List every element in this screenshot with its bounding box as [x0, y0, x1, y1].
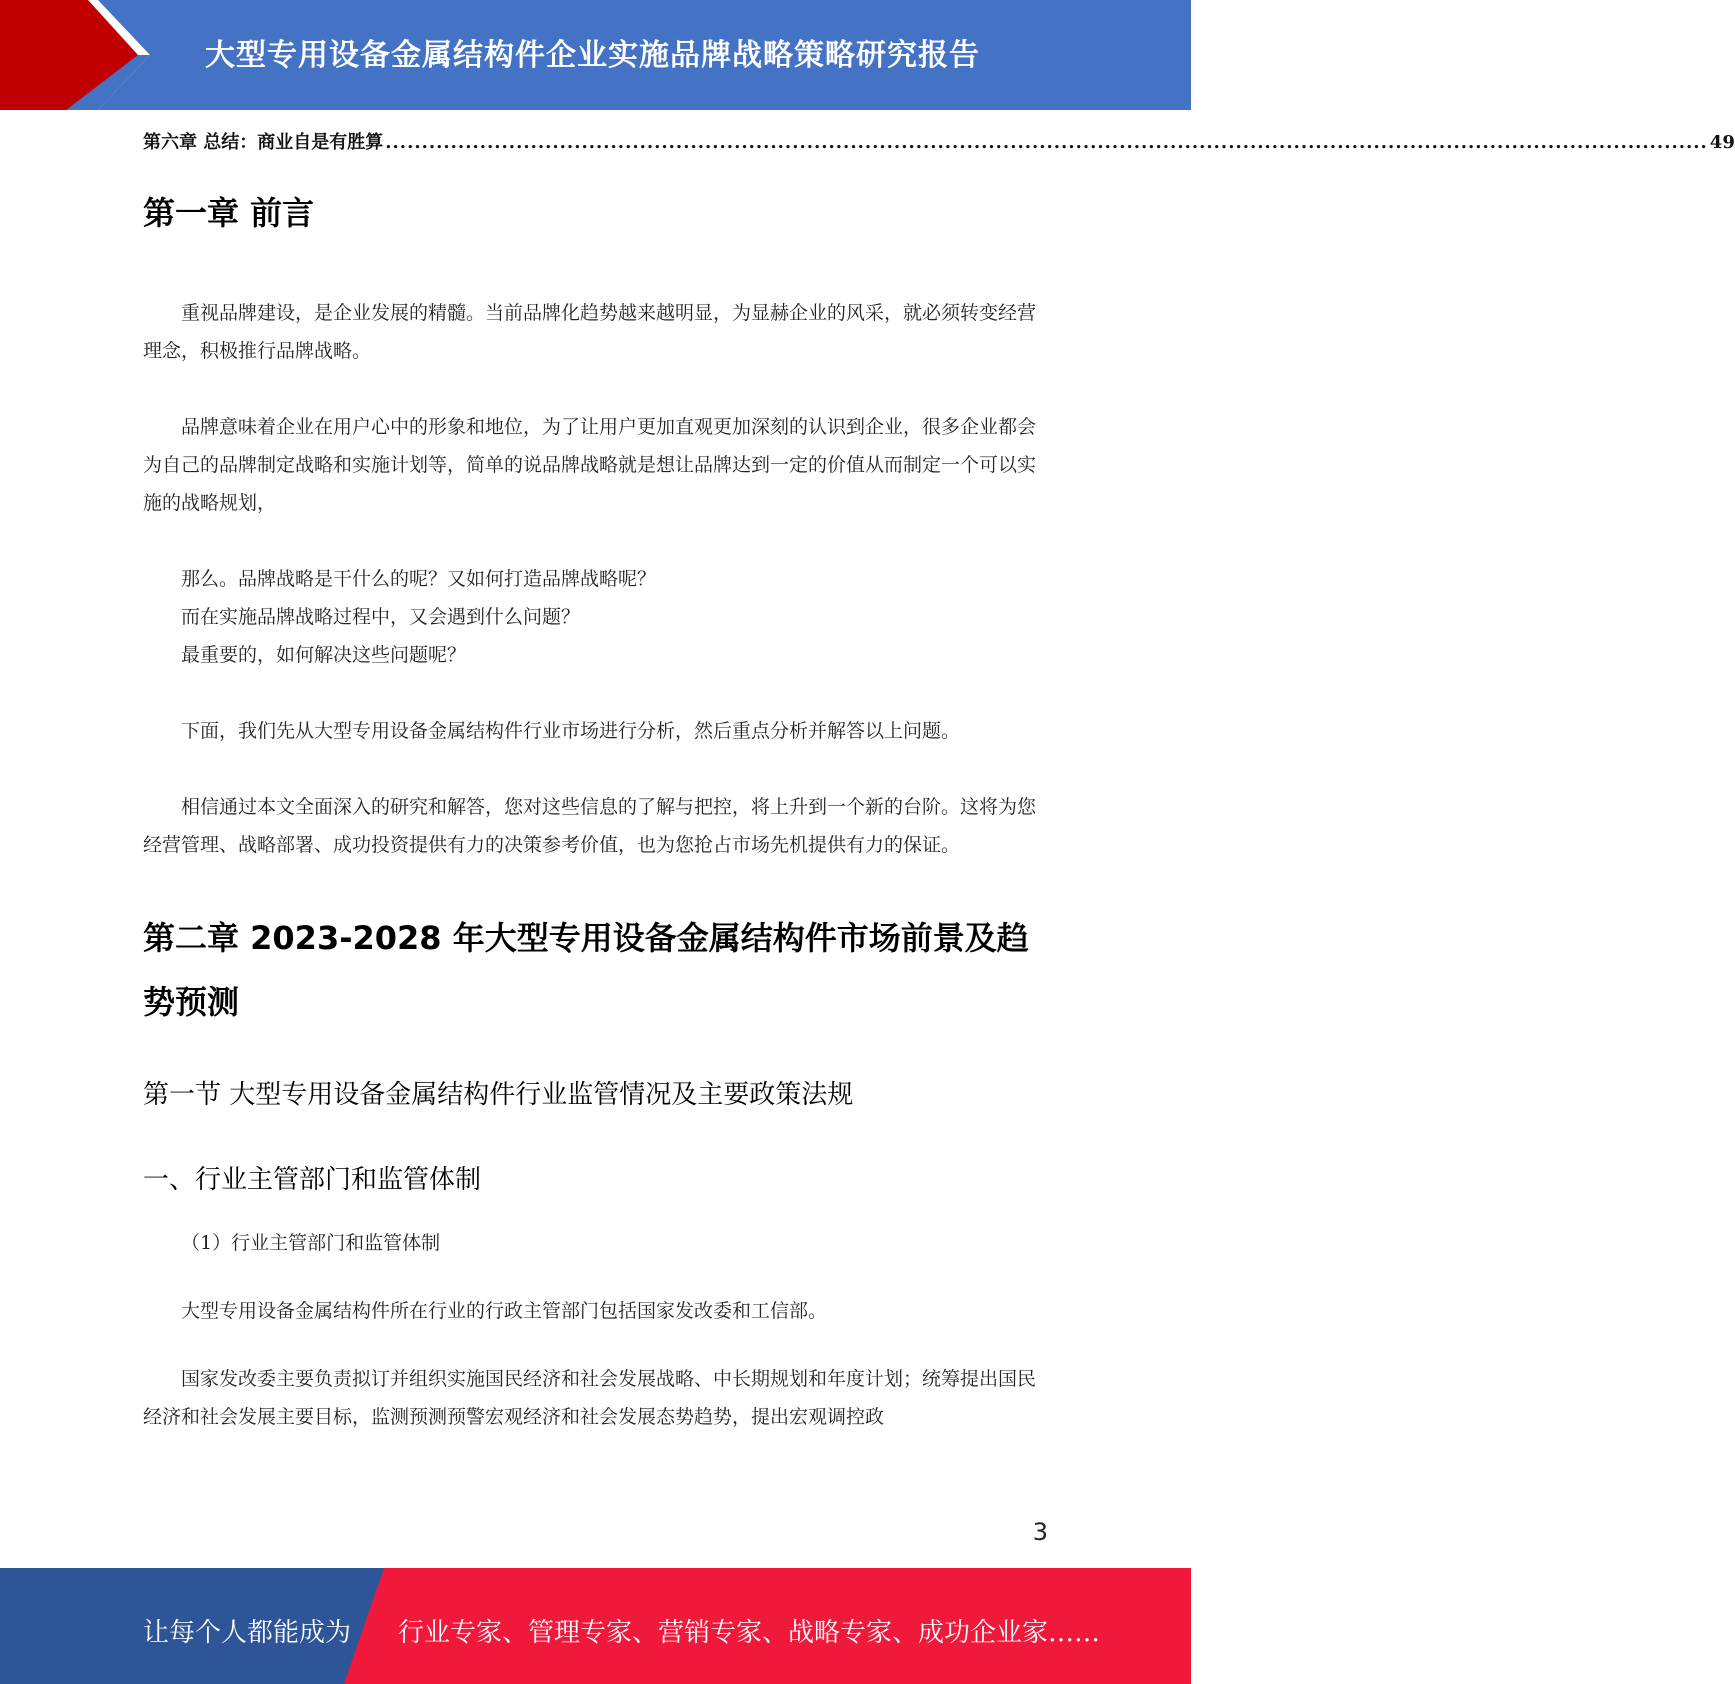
- paragraph: 相信通过本文全面深入的研究和解答，您对这些信息的了解与把控，将上升到一个新的台阶。这将为您经营管理、战略部署、成功投资提供有力的决策参考价值，也为您抢占市场先机提供有力的保证。: [143, 796, 1037, 856]
- paragraph: 国家发改委主要负责拟订并组织实施国民经济和社会发展战略、中长期规划和年度计划；统筹提出国民经济和社会发展主要目标，监测预测预警宏观经济和社会发展态势趋势，提出宏观调控政: [143, 1368, 1037, 1428]
- header-band: [0, 0, 1191, 110]
- section-title: 第一节 大型专用设备金属结构件行业监管情况及主要政策法规: [143, 1080, 854, 1110]
- toc-entry[interactable]: [143, 128, 1735, 158]
- toc-entry-text: 第六章 总结：商业自是有胜算: [143, 132, 384, 153]
- paragraph: 大型专用设备金属结构件所在行业的行政主管部门包括国家发改委和工信部。: [181, 1300, 828, 1322]
- page-content: [143, 128, 1735, 1474]
- question-line: 而在实施品牌战略过程中，又会遇到什么问题？: [181, 606, 581, 628]
- subsection-title: 一、行业主管部门和监管体制: [143, 1165, 482, 1195]
- paragraph: 下面，我们先从大型专用设备金属结构件行业市场进行分析，然后重点分析并解答以上问题。: [181, 720, 961, 742]
- toc-leader-dots: ......................................................................................................................................................................................: [385, 132, 1708, 153]
- report-title: 大型专用设备金属结构件企业实施品牌战略策略研究报告: [205, 38, 980, 73]
- chapter-2-title: 第二章 2023-2028 年大型专用设备金属结构件市场前景及趋势预测: [143, 919, 1029, 1021]
- header-red-chevron: [0, 0, 150, 110]
- item-title: （1）行业主管部门和监管体制: [181, 1232, 441, 1254]
- question-list: [143, 560, 1048, 674]
- question-line: 最重要的，如何解决这些问题呢？: [181, 644, 467, 666]
- chapter-1-title: 第一章 前言: [143, 194, 315, 232]
- toc-page-number: 49: [1709, 132, 1735, 153]
- footer-slogan-left: 让每个人都能成为: [143, 1618, 352, 1648]
- paragraph: 重视品牌建设，是企业发展的精髓。当前品牌化趋势越来越明显，为显赫企业的风采，就必须转变经营理念，积极推行品牌战略。: [143, 302, 1037, 362]
- footer-slogan-right: 行业专家、管理专家、营销专家、战略专家、成功企业家……: [398, 1618, 1101, 1648]
- paragraph: 品牌意味着企业在用户心中的形象和地位，为了让用户更加直观更加深刻的认识到企业，很多企业都会为自己的品牌制定战略和实施计划等，简单的说品牌战略就是想让品牌达到一定的价值从而制定一个可以实施的战略规划，: [143, 416, 1037, 514]
- question-line: 那么。品牌战略是干什么的呢？又如何打造品牌战略呢？: [181, 568, 657, 590]
- footer-band: [0, 1568, 1191, 1684]
- page-number: 3: [1032, 1518, 1048, 1546]
